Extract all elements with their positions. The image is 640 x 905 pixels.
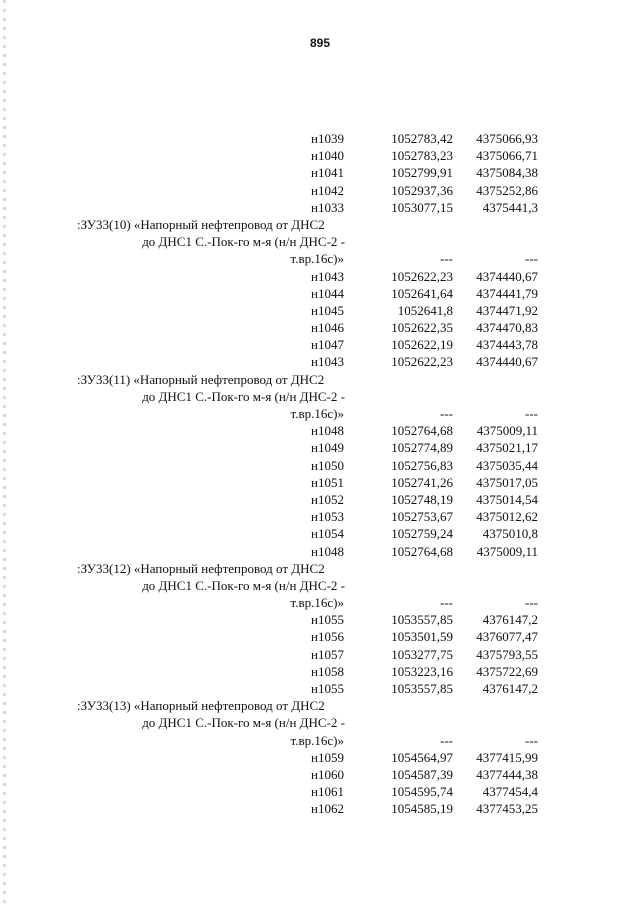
- x-coordinate: 1052748,19: [391, 491, 453, 507]
- point-id: н1056: [311, 629, 344, 645]
- coordinates-table: [0, 130, 640, 818]
- x-placeholder: ---: [440, 595, 453, 611]
- x-coordinate: 1052641,8: [397, 302, 453, 318]
- parcel-header-line: [0, 250, 640, 267]
- y-placeholder: ---: [525, 406, 538, 421]
- x-coordinate: 1053077,15: [391, 199, 453, 215]
- table-row: [0, 319, 640, 336]
- table-row: [0, 611, 640, 628]
- point-id: н1048: [311, 543, 344, 559]
- x-coordinate: 1052756,83: [391, 457, 453, 473]
- parcel-title-cont: до ДНС1 С.-Пок-го м-я (н/н ДНС-2 -: [142, 388, 345, 404]
- x-coordinate: 1053501,59: [391, 629, 453, 645]
- x-coordinate: 1052641,64: [391, 285, 453, 301]
- parcel-header-line: [0, 732, 640, 749]
- table-row: [0, 680, 640, 697]
- parcel-title: :ЗУ33(12) «Напорный нефтепровод от ДНС2: [77, 560, 325, 576]
- table-row: [0, 543, 640, 560]
- point-id: н1059: [311, 749, 344, 765]
- y-placeholder: ---: [525, 732, 538, 748]
- y-coordinate: 4375035,44: [476, 457, 538, 473]
- point-id: н1046: [311, 320, 344, 336]
- parcel-title-end: т.вр.16с)»: [290, 595, 344, 611]
- point-id: н1058: [311, 663, 344, 679]
- table-row: [0, 130, 640, 147]
- parcel-title: :ЗУ33(13) «Напорный нефтепровод от ДНС2: [77, 698, 325, 714]
- table-row: [0, 199, 640, 216]
- point-id: н1048: [311, 423, 344, 439]
- point-id: н1062: [311, 801, 344, 817]
- x-coordinate: 1054595,74: [391, 784, 453, 800]
- point-id: н1042: [311, 182, 344, 198]
- table-row: [0, 800, 640, 817]
- y-placeholder: ---: [525, 251, 538, 267]
- y-placeholder: ---: [525, 595, 538, 611]
- y-coordinate: 4376147,2: [482, 681, 538, 696]
- x-coordinate: 1054585,19: [391, 801, 453, 817]
- x-coordinate: 1052937,36: [391, 182, 453, 198]
- y-coordinate: 4375441,3: [482, 199, 538, 215]
- x-placeholder: ---: [440, 732, 453, 748]
- y-coordinate: 4374470,83: [476, 320, 538, 336]
- point-id: н1050: [311, 457, 344, 473]
- table-row: [0, 457, 640, 474]
- y-coordinate: 4375252,86: [476, 182, 538, 198]
- point-id: н1054: [311, 526, 344, 542]
- y-coordinate: 4375010,8: [482, 526, 538, 542]
- x-coordinate: 1052764,68: [391, 423, 453, 439]
- parcel-header-line: [0, 594, 640, 611]
- x-coordinate: 1053223,16: [391, 663, 453, 679]
- y-coordinate: 4375084,38: [476, 165, 538, 181]
- point-id: н1060: [311, 766, 344, 782]
- table-row: [0, 628, 640, 645]
- table-row: [0, 353, 640, 370]
- point-id: н1055: [311, 681, 344, 696]
- table-row: [0, 439, 640, 456]
- table-row: [0, 164, 640, 181]
- y-coordinate: 4375021,17: [476, 440, 538, 456]
- y-coordinate: 4375722,69: [476, 663, 538, 679]
- table-row: [0, 783, 640, 800]
- y-coordinate: 4376077,47: [476, 629, 538, 645]
- parcel-header-line: [0, 388, 640, 405]
- x-coordinate: 1053557,85: [391, 612, 453, 628]
- point-id: н1045: [311, 302, 344, 318]
- x-coordinate: 1052753,67: [391, 509, 453, 525]
- y-coordinate: 4375793,55: [476, 646, 538, 662]
- x-coordinate: 1052741,26: [391, 474, 453, 490]
- table-row: [0, 491, 640, 508]
- x-coordinate: 1052622,23: [391, 268, 453, 284]
- y-coordinate: 4375012,62: [476, 509, 538, 525]
- y-coordinate: 4376147,2: [482, 612, 538, 628]
- point-id: н1049: [311, 440, 344, 456]
- point-id: н1057: [311, 646, 344, 662]
- x-coordinate: 1053557,85: [391, 681, 453, 696]
- y-coordinate: 4375009,11: [476, 423, 538, 439]
- parcel-header-line: [0, 216, 640, 233]
- y-coordinate: 4377454,4: [482, 784, 538, 800]
- point-id: н1041: [311, 165, 344, 181]
- point-id: н1040: [311, 148, 344, 164]
- y-coordinate: 4374471,92: [476, 302, 538, 318]
- table-row: [0, 302, 640, 319]
- x-coordinate: 1054587,39: [391, 766, 453, 782]
- parcel-title-cont: до ДНС1 С.-Пок-го м-я (н/н ДНС-2 -: [142, 715, 345, 731]
- x-placeholder: ---: [440, 251, 453, 267]
- y-coordinate: 4375066,71: [476, 148, 538, 164]
- point-id: н1053: [311, 509, 344, 525]
- parcel-title: :ЗУ33(11) «Напорный нефтепровод от ДНС2: [77, 371, 325, 387]
- parcel-header-line: [0, 233, 640, 250]
- table-row: [0, 749, 640, 766]
- table-row: [0, 766, 640, 783]
- y-coordinate: 4377444,38: [476, 766, 538, 782]
- y-coordinate: 4375014,54: [476, 491, 538, 507]
- point-id: н1043: [311, 268, 344, 284]
- x-coordinate: 1052799,91: [391, 165, 453, 181]
- x-coordinate: 1052764,68: [391, 543, 453, 559]
- table-row: [0, 268, 640, 285]
- y-coordinate: 4377415,99: [476, 749, 538, 765]
- parcel-title: :ЗУ33(10) «Напорный нефтепровод от ДНС2: [77, 216, 325, 232]
- table-row: [0, 646, 640, 663]
- y-coordinate: 4374440,67: [476, 354, 538, 370]
- x-coordinate: 1052783,42: [391, 131, 453, 146]
- y-coordinate: 4374440,67: [476, 268, 538, 284]
- parcel-title-end: т.вр.16с)»: [290, 406, 344, 421]
- point-id: н1055: [311, 612, 344, 628]
- y-coordinate: 4375066,93: [476, 131, 538, 146]
- table-row: [0, 336, 640, 353]
- x-coordinate: 1052622,19: [391, 337, 453, 353]
- y-coordinate: 4377453,25: [476, 801, 538, 817]
- parcel-header-line: [0, 405, 640, 422]
- table-row: [0, 663, 640, 680]
- x-placeholder: ---: [440, 406, 453, 421]
- table-row: [0, 285, 640, 302]
- parcel-title-end: т.вр.16с)»: [290, 251, 344, 267]
- y-coordinate: 4374443,78: [476, 337, 538, 353]
- parcel-header-line: [0, 577, 640, 594]
- point-id: н1051: [311, 474, 344, 490]
- point-id: н1039: [311, 131, 344, 146]
- table-row: [0, 474, 640, 491]
- point-id: н1047: [311, 337, 344, 353]
- x-coordinate: 1052622,35: [391, 320, 453, 336]
- point-id: н1052: [311, 491, 344, 507]
- parcel-title-cont: до ДНС1 С.-Пок-го м-я (н/н ДНС-2 -: [142, 234, 345, 250]
- y-coordinate: 4374441,79: [476, 285, 538, 301]
- y-coordinate: 4375017,05: [476, 474, 538, 490]
- x-coordinate: 1052774,89: [391, 440, 453, 456]
- x-coordinate: 1053277,75: [391, 646, 453, 662]
- point-id: н1033: [311, 199, 344, 215]
- point-id: н1044: [311, 285, 344, 301]
- table-row: [0, 182, 640, 199]
- parcel-header-line: [0, 697, 640, 714]
- x-coordinate: 1054564,97: [391, 749, 453, 765]
- parcel-title-end: т.вр.16с)»: [290, 732, 344, 748]
- table-row: [0, 422, 640, 439]
- parcel-header-line: [0, 371, 640, 388]
- y-coordinate: 4375009,11: [476, 543, 538, 559]
- point-id: н1061: [311, 784, 344, 800]
- page-number: 895: [309, 36, 331, 50]
- parcel-header-line: [0, 714, 640, 731]
- x-coordinate: 1052622,23: [391, 354, 453, 370]
- table-row: [0, 525, 640, 542]
- table-row: [0, 147, 640, 164]
- parcel-header-line: [0, 560, 640, 577]
- point-id: н1043: [311, 354, 344, 370]
- x-coordinate: 1052759,24: [391, 526, 453, 542]
- parcel-title-cont: до ДНС1 С.-Пок-го м-я (н/н ДНС-2 -: [142, 577, 345, 593]
- table-row: [0, 508, 640, 525]
- x-coordinate: 1052783,23: [391, 148, 453, 164]
